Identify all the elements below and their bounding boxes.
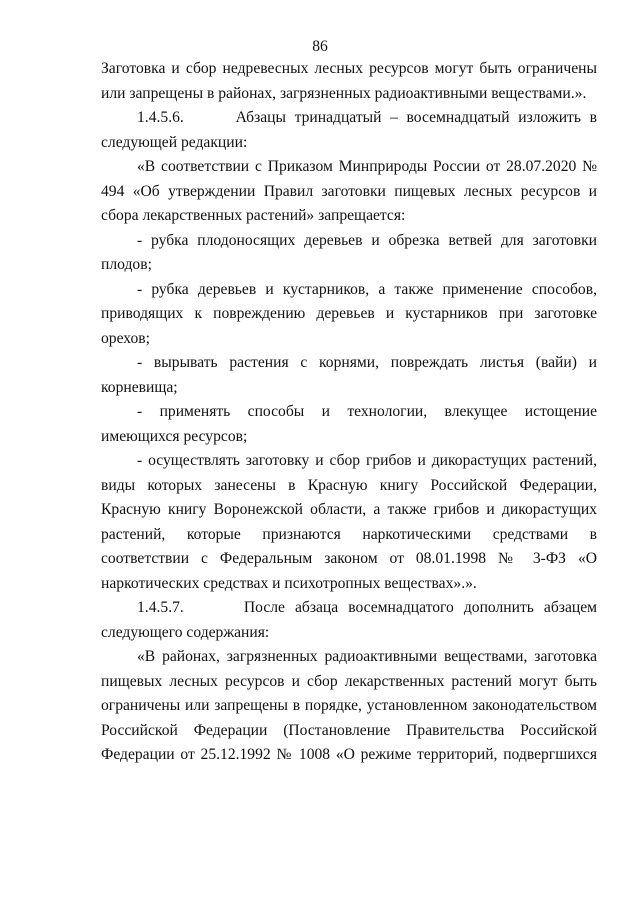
list-item: - осуществлять заготовку и сбор грибов и дикорастущих растений, виды которых занесены в Красную книгу Российской Федерации, Красную книгу Воронежской области, а также грибов и дикорастущих растений, которые признаются наркотическими средствами в соответствии с Федеральным законом от 08.01.1998 № 3-ФЗ «О наркотических средствах и психотропных веществах».». [101, 452, 597, 592]
paragraph: 1.4.5.6. Абзацы тринадцатый – восемнадцатый изложить в следующей редакции: [101, 109, 597, 151]
page-number: 86 [312, 38, 328, 55]
list-item: - рубка деревьев и кустарников, а также применение способов, приводящих к повреждению деревьев и кустарников при заготовке орехов; [101, 280, 597, 347]
paragraph: «В соответствии с Приказом Минприроды России от 28.07.2020 № 494 «Об утверждении Правил заготовки пищевых лесных ресурсов и сбора лекарственных растений» запрещается: [101, 158, 597, 224]
list-item: - вырывать растения с корнями, повреждать листья (вайи) и корневища; [101, 354, 597, 396]
paragraph: 1.4.5.7. После абзаца восемнадцатого дополнить абзацем следующего содержания: [101, 599, 597, 641]
list-item: - применять способы и технологии, влекущее истощение имеющихся ресурсов; [101, 403, 597, 445]
document-body [101, 57, 597, 768]
list-item: - рубка плодоносящих деревьев и обрезка ветвей для заготовки плодов; [101, 231, 597, 273]
paragraph: Заготовка и сбор недревесных лесных ресурсов могут быть ограничены или запрещены в районах, загрязненных радиоактивными веществами.». [101, 60, 597, 102]
paragraph: «В районах, загрязненных радиоактивными веществами, заготовка пищевых лесных ресурсов и сбор лекарственных растений могут быть ограничены или запрещены в порядке, установленном законодательством Российской Федерации (Постановление Правительства Российской Федерации от 25.12.1992 № 1008 «О режиме территорий, подвергшихся [101, 648, 597, 763]
